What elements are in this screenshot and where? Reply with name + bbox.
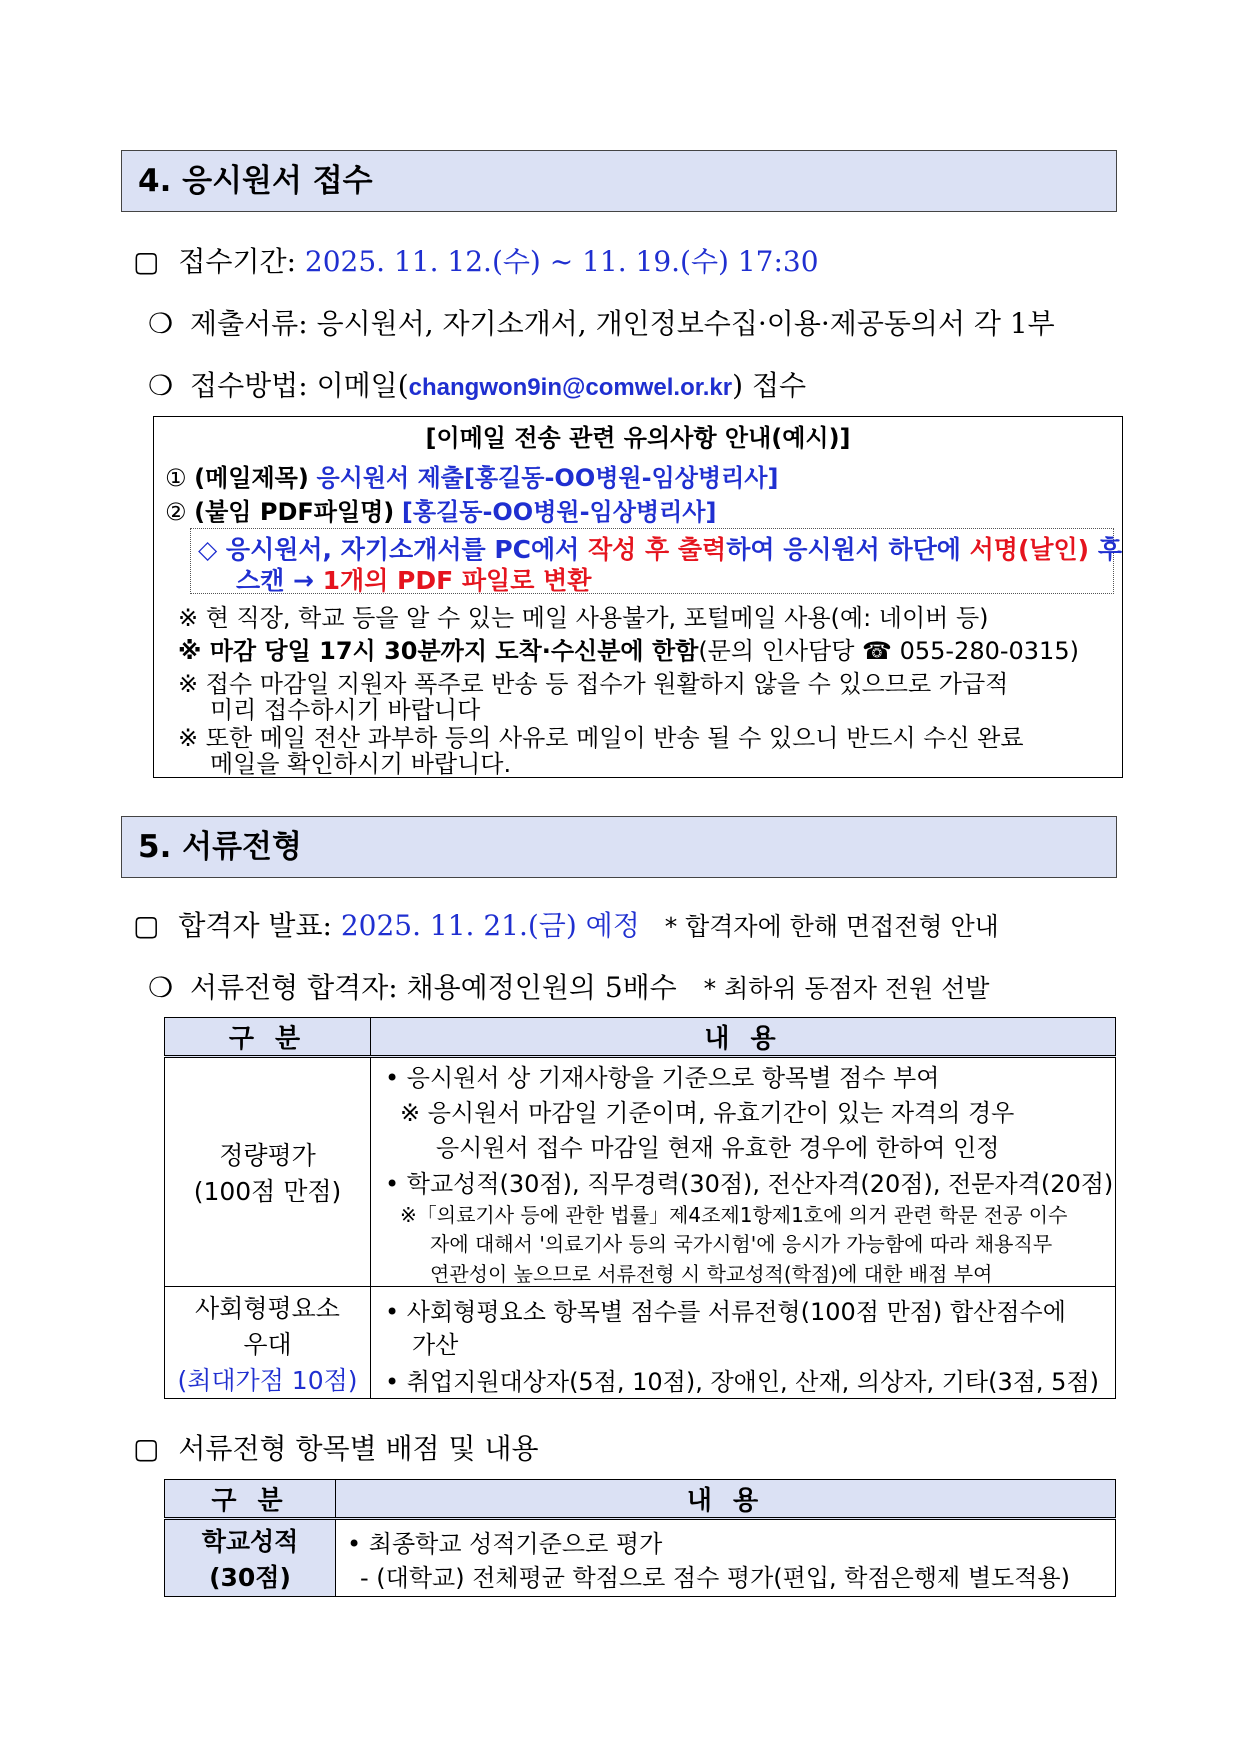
notice-note-3a: ※ 접수 마감일 지원자 폭주로 반송 등 접수가 원활하지 않을 수 있으므로 가급적: [178, 670, 1009, 698]
method-label: 접수방법:: [190, 369, 308, 402]
row1-line-3: 응시원서 접수 마감일 현재 유효한 경우에 한하여 인정: [436, 1134, 1000, 1162]
notice-note-4a: ※ 또한 메일 전산 과부하 등의 사유로 메일이 반송 될 수 있으니 반드시 수신 완료: [178, 724, 1024, 752]
announce-value: 2025. 11. 21.(금) 예정: [340, 909, 640, 942]
period-line: ▢ 접수기간: 2025. 11. 12.(수) ~ 11. 19.(수) 17:30: [133, 245, 819, 278]
method-pre: 이메일(: [316, 369, 409, 402]
row2-line-3: • 취업지원대상자(5점, 10점), 장애인, 산재, 의상자, 기타(3점, 5점): [385, 1368, 1099, 1396]
square-bullet-icon: ▢: [133, 1432, 160, 1465]
t2-label-a: 학교성적: [201, 1527, 299, 1556]
diamond-c: 하여 응시원서 하단에: [726, 535, 970, 564]
row1-line-5: ※「의료기사 등에 관한 법률」제4조제1항제1호에 의거 관련 학문 전공 이수: [400, 1203, 1068, 1227]
docs-label: 제출서류:: [190, 307, 308, 340]
table2-row1-label: [165, 1519, 336, 1597]
sub-title: 서류전형 항목별 배점 및 내용: [178, 1432, 539, 1465]
item1-label: (메일제목): [194, 464, 309, 492]
table2-header-category: 구 분: [165, 1480, 336, 1519]
notice-note-3b: 미리 접수하시기 바랍니다: [210, 696, 481, 724]
diamond-g: 1개의 PDF 파일로 변환: [322, 566, 592, 595]
diamond-a: ◇ 응시원서, 자기소개서를 PC에서: [198, 535, 589, 564]
circle-bullet-icon: ❍: [148, 307, 174, 340]
diamond-b: 작성 후 출력: [588, 535, 727, 564]
row1-line-1: • 응시원서 상 기재사항을 기준으로 항목별 점수 부여: [385, 1064, 940, 1092]
circle-bullet-icon: ❍: [148, 971, 174, 1004]
notice-title: [이메일 전송 관련 유의사항 안내(예시)]: [425, 424, 851, 452]
method-email-link[interactable]: changwon9in@comwel.or.kr: [408, 374, 733, 401]
row1-line-2: ※ 응시원서 마감일 기준이며, 유효기간이 있는 자격의 경우: [400, 1099, 1015, 1127]
circle-bullet-icon: ❍: [148, 369, 174, 402]
row2-label-c: (최대가점 10점): [177, 1365, 358, 1395]
item1-value: 응시원서 제출[홍길동-OO병원-임상병리사]: [316, 464, 779, 492]
diamond-f: 스캔 →: [236, 566, 323, 595]
item1-num: ①: [165, 464, 187, 492]
note2-rest: (문의 인사담당 ☎ 055-280-0315): [698, 637, 1079, 665]
row2-line-2: 가산: [412, 1331, 459, 1359]
square-bullet-icon: ▢: [133, 245, 160, 278]
period-label: 접수기간: [178, 245, 287, 278]
row1-line-6: 자에 대해서 '의료기사 등의 국가시험'에 응시가 가능함에 따라 채용직무: [430, 1232, 1053, 1256]
row2-label: [165, 1287, 371, 1399]
item2-value: [홍길동-OO병원-임상병리사]: [401, 498, 717, 526]
notice-item-2: [165, 492, 716, 527]
t2-line-1: • 최종학교 성적기준으로 평가: [347, 1530, 663, 1558]
table-header-category: 구 분: [165, 1018, 371, 1057]
row2-line-1: • 사회형평요소 항목별 점수를 서류전형(100점 만점) 합산점수에: [385, 1298, 1066, 1326]
section-4-title: 4. 응시원서 접수: [121, 150, 1117, 212]
row2-label-a: 사회형평요소: [195, 1293, 340, 1323]
row1-label-b: (100점 만점): [193, 1177, 342, 1206]
item2-num: ②: [165, 498, 187, 526]
row1-label-a: 정량평가: [219, 1141, 316, 1170]
item2-label: (붙임 PDF파일명): [194, 498, 395, 526]
row1-line-7: 연관성이 높으므로 서류전형 시 학교성적(학점)에 대한 배점 부여: [430, 1262, 993, 1286]
notice-item-1: [165, 458, 778, 493]
announce-note: * 합격자에 한해 면접전형 안내: [664, 912, 999, 941]
t2-label-b: (30점): [209, 1563, 291, 1592]
notice-note-4b: 메일을 확인하시기 바랍니다.: [210, 750, 512, 778]
table-header-content: 내 용: [371, 1018, 1116, 1057]
row1-line-4: • 학교성적(30점), 직무경력(30점), 전산자격(20점), 전문자격(20점): [385, 1170, 1114, 1198]
notice-note-2: [178, 631, 1079, 666]
pass-line: [148, 966, 989, 1006]
square-bullet-icon: ▢: [133, 909, 160, 942]
method-line: [148, 364, 806, 404]
sub-title-line: [133, 1427, 539, 1467]
period-value: 2025. 11. 12.(수) ~ 11. 19.(수) 17:30: [304, 245, 819, 278]
docs-line: [148, 302, 1055, 342]
pass-note: * 최하위 동점자 전원 선발: [703, 974, 990, 1003]
diamond-d: 서명(날인): [969, 535, 1090, 564]
diamond-e: 후: [1089, 535, 1122, 564]
announce-line: [133, 904, 999, 944]
row2-label-b: 우대: [243, 1329, 292, 1359]
table2-header-content: 내 용: [336, 1480, 1116, 1519]
diamond-line-2: [236, 561, 591, 597]
pass-label: 서류전형 합격자: 채용예정인원의 5배수: [190, 971, 677, 1004]
row1-label: [165, 1057, 371, 1287]
note2-bold: ※ 마감 당일 17시 30분까지 도착·수신분에 한함: [178, 637, 699, 665]
method-post: ) 접수: [732, 369, 807, 402]
notice-note-1: ※ 현 직장, 학교 등을 알 수 있는 메일 사용불가, 포털메일 사용(예: 네이버 등): [178, 604, 989, 632]
t2-line-2: - (대학교) 전체평균 학점으로 점수 평가(편입, 학점은행제 별도적용): [360, 1564, 1070, 1592]
docs-value: 응시원서, 자기소개서, 개인정보수집·이용·제공동의서 각 1부: [316, 307, 1055, 340]
announce-label: 합격자 발표:: [178, 909, 332, 942]
section-5-title: 5. 서류전형: [121, 816, 1117, 878]
